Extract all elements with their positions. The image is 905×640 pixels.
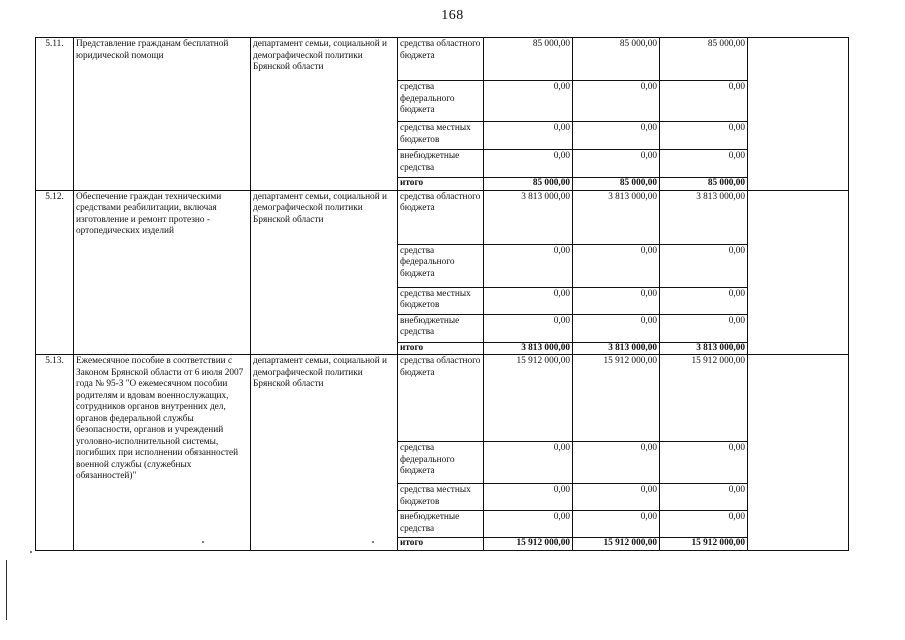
funding-source-total: итого	[398, 538, 484, 551]
empty-cell	[748, 38, 849, 191]
amount-year-1: 0,00	[484, 442, 573, 484]
funding-source: средства областного бюджета	[398, 190, 484, 244]
funding-source-total: итого	[398, 178, 484, 191]
amount-year-3: 15 912 000,00	[660, 538, 748, 551]
amount-year-2: 0,00	[573, 81, 660, 122]
amount-year-1: 0,00	[484, 122, 573, 150]
amount-year-2: 0,00	[573, 287, 660, 314]
amount-year-3: 0,00	[660, 244, 748, 287]
amount-year-2: 0,00	[573, 442, 660, 484]
section-executor: департамент семьи, социальной и демографической политики Брянской области	[251, 38, 398, 191]
table-row	[36, 355, 849, 442]
amount-year-1: 85 000,00	[484, 178, 573, 191]
page-number: 168	[441, 8, 464, 23]
amount-year-2: 85 000,00	[573, 38, 660, 81]
amount-year-3: 0,00	[660, 150, 748, 178]
amount-year-3: 0,00	[660, 122, 748, 150]
amount-year-1: 0,00	[484, 511, 573, 538]
funding-source-total: итого	[398, 342, 484, 355]
funding-source: внебюджетные средства	[398, 314, 484, 342]
table-row	[36, 190, 849, 244]
amount-year-3: 0,00	[660, 511, 748, 538]
section-executor: департамент семьи, социальной и демографической политики Брянской области	[251, 190, 398, 355]
amount-year-1: 0,00	[484, 314, 573, 342]
amount-year-1: 0,00	[484, 287, 573, 314]
amount-year-3: 85 000,00	[660, 38, 748, 81]
amount-year-3: 0,00	[660, 81, 748, 122]
amount-year-2: 0,00	[573, 150, 660, 178]
amount-year-2: 0,00	[573, 314, 660, 342]
amount-year-2: 0,00	[573, 122, 660, 150]
funding-source: средства федерального бюджета	[398, 442, 484, 484]
funding-source: средства областного бюджета	[398, 38, 484, 81]
section-number: 5.12.	[36, 190, 74, 355]
amount-year-3: 3 813 000,00	[660, 342, 748, 355]
amount-year-1: 0,00	[484, 81, 573, 122]
amount-year-2: 15 912 000,00	[573, 355, 660, 442]
scan-artifact-dot	[30, 551, 32, 553]
amount-year-1: 15 912 000,00	[484, 538, 573, 551]
funding-source: средства федерального бюджета	[398, 81, 484, 122]
empty-cell	[748, 355, 849, 551]
section-title: Представление гражданам бесплатной юридической помощи	[74, 38, 251, 191]
scan-artifact-dot	[202, 541, 204, 543]
scan-artifact-dot	[372, 541, 374, 543]
amount-year-1: 0,00	[484, 150, 573, 178]
amount-year-3: 0,00	[660, 484, 748, 511]
amount-year-3: 0,00	[660, 287, 748, 314]
section-title: Ежемесячное пособие в соответствии с Законом Брянской области от 6 июля 2007 года № 95-З "О ежемесячном пособии родителям и вдовам военнослужащих, сотрудников органов внутренних дел, органов федеральной службы безопасности, органов и учреждений уголовно-исполнительной системы, погибших при исполнении обязанностей военной службы (служебных обязанностей)"	[74, 355, 251, 551]
amount-year-1: 15 912 000,00	[484, 355, 573, 442]
section-number: 5.13.	[36, 355, 74, 551]
funding-source: средства областного бюджета	[398, 355, 484, 442]
amount-year-1: 3 813 000,00	[484, 190, 573, 244]
table-row	[36, 38, 849, 81]
amount-year-1: 3 813 000,00	[484, 342, 573, 355]
funding-source: средства местных бюджетов	[398, 484, 484, 511]
amount-year-3: 85 000,00	[660, 178, 748, 191]
section-title: Обеспечение граждан техническими средствами реабилитации, включая изготовление и ремонт протезно - ортопедических изделий	[74, 190, 251, 355]
section-executor: департамент семьи, социальной и демографической политики Брянской области	[251, 355, 398, 551]
funding-source: внебюджетные средства	[398, 511, 484, 538]
amount-year-2: 15 912 000,00	[573, 538, 660, 551]
amount-year-2: 3 813 000,00	[573, 190, 660, 244]
amount-year-2: 85 000,00	[573, 178, 660, 191]
amount-year-1: 85 000,00	[484, 38, 573, 81]
amount-year-3: 0,00	[660, 314, 748, 342]
funding-source: средства федерального бюджета	[398, 244, 484, 287]
empty-cell	[748, 190, 849, 355]
scan-artifact-line	[6, 560, 7, 620]
funding-source: внебюджетные средства	[398, 150, 484, 178]
amount-year-3: 15 912 000,00	[660, 355, 748, 442]
amount-year-1: 0,00	[484, 484, 573, 511]
program-table	[35, 37, 849, 551]
section-number: 5.11.	[36, 38, 74, 191]
amount-year-1: 0,00	[484, 244, 573, 287]
amount-year-2: 0,00	[573, 244, 660, 287]
funding-source: средства местных бюджетов	[398, 287, 484, 314]
amount-year-2: 0,00	[573, 511, 660, 538]
amount-year-2: 0,00	[573, 484, 660, 511]
amount-year-2: 3 813 000,00	[573, 342, 660, 355]
funding-source: средства местных бюджетов	[398, 122, 484, 150]
amount-year-3: 0,00	[660, 442, 748, 484]
amount-year-3: 3 813 000,00	[660, 190, 748, 244]
